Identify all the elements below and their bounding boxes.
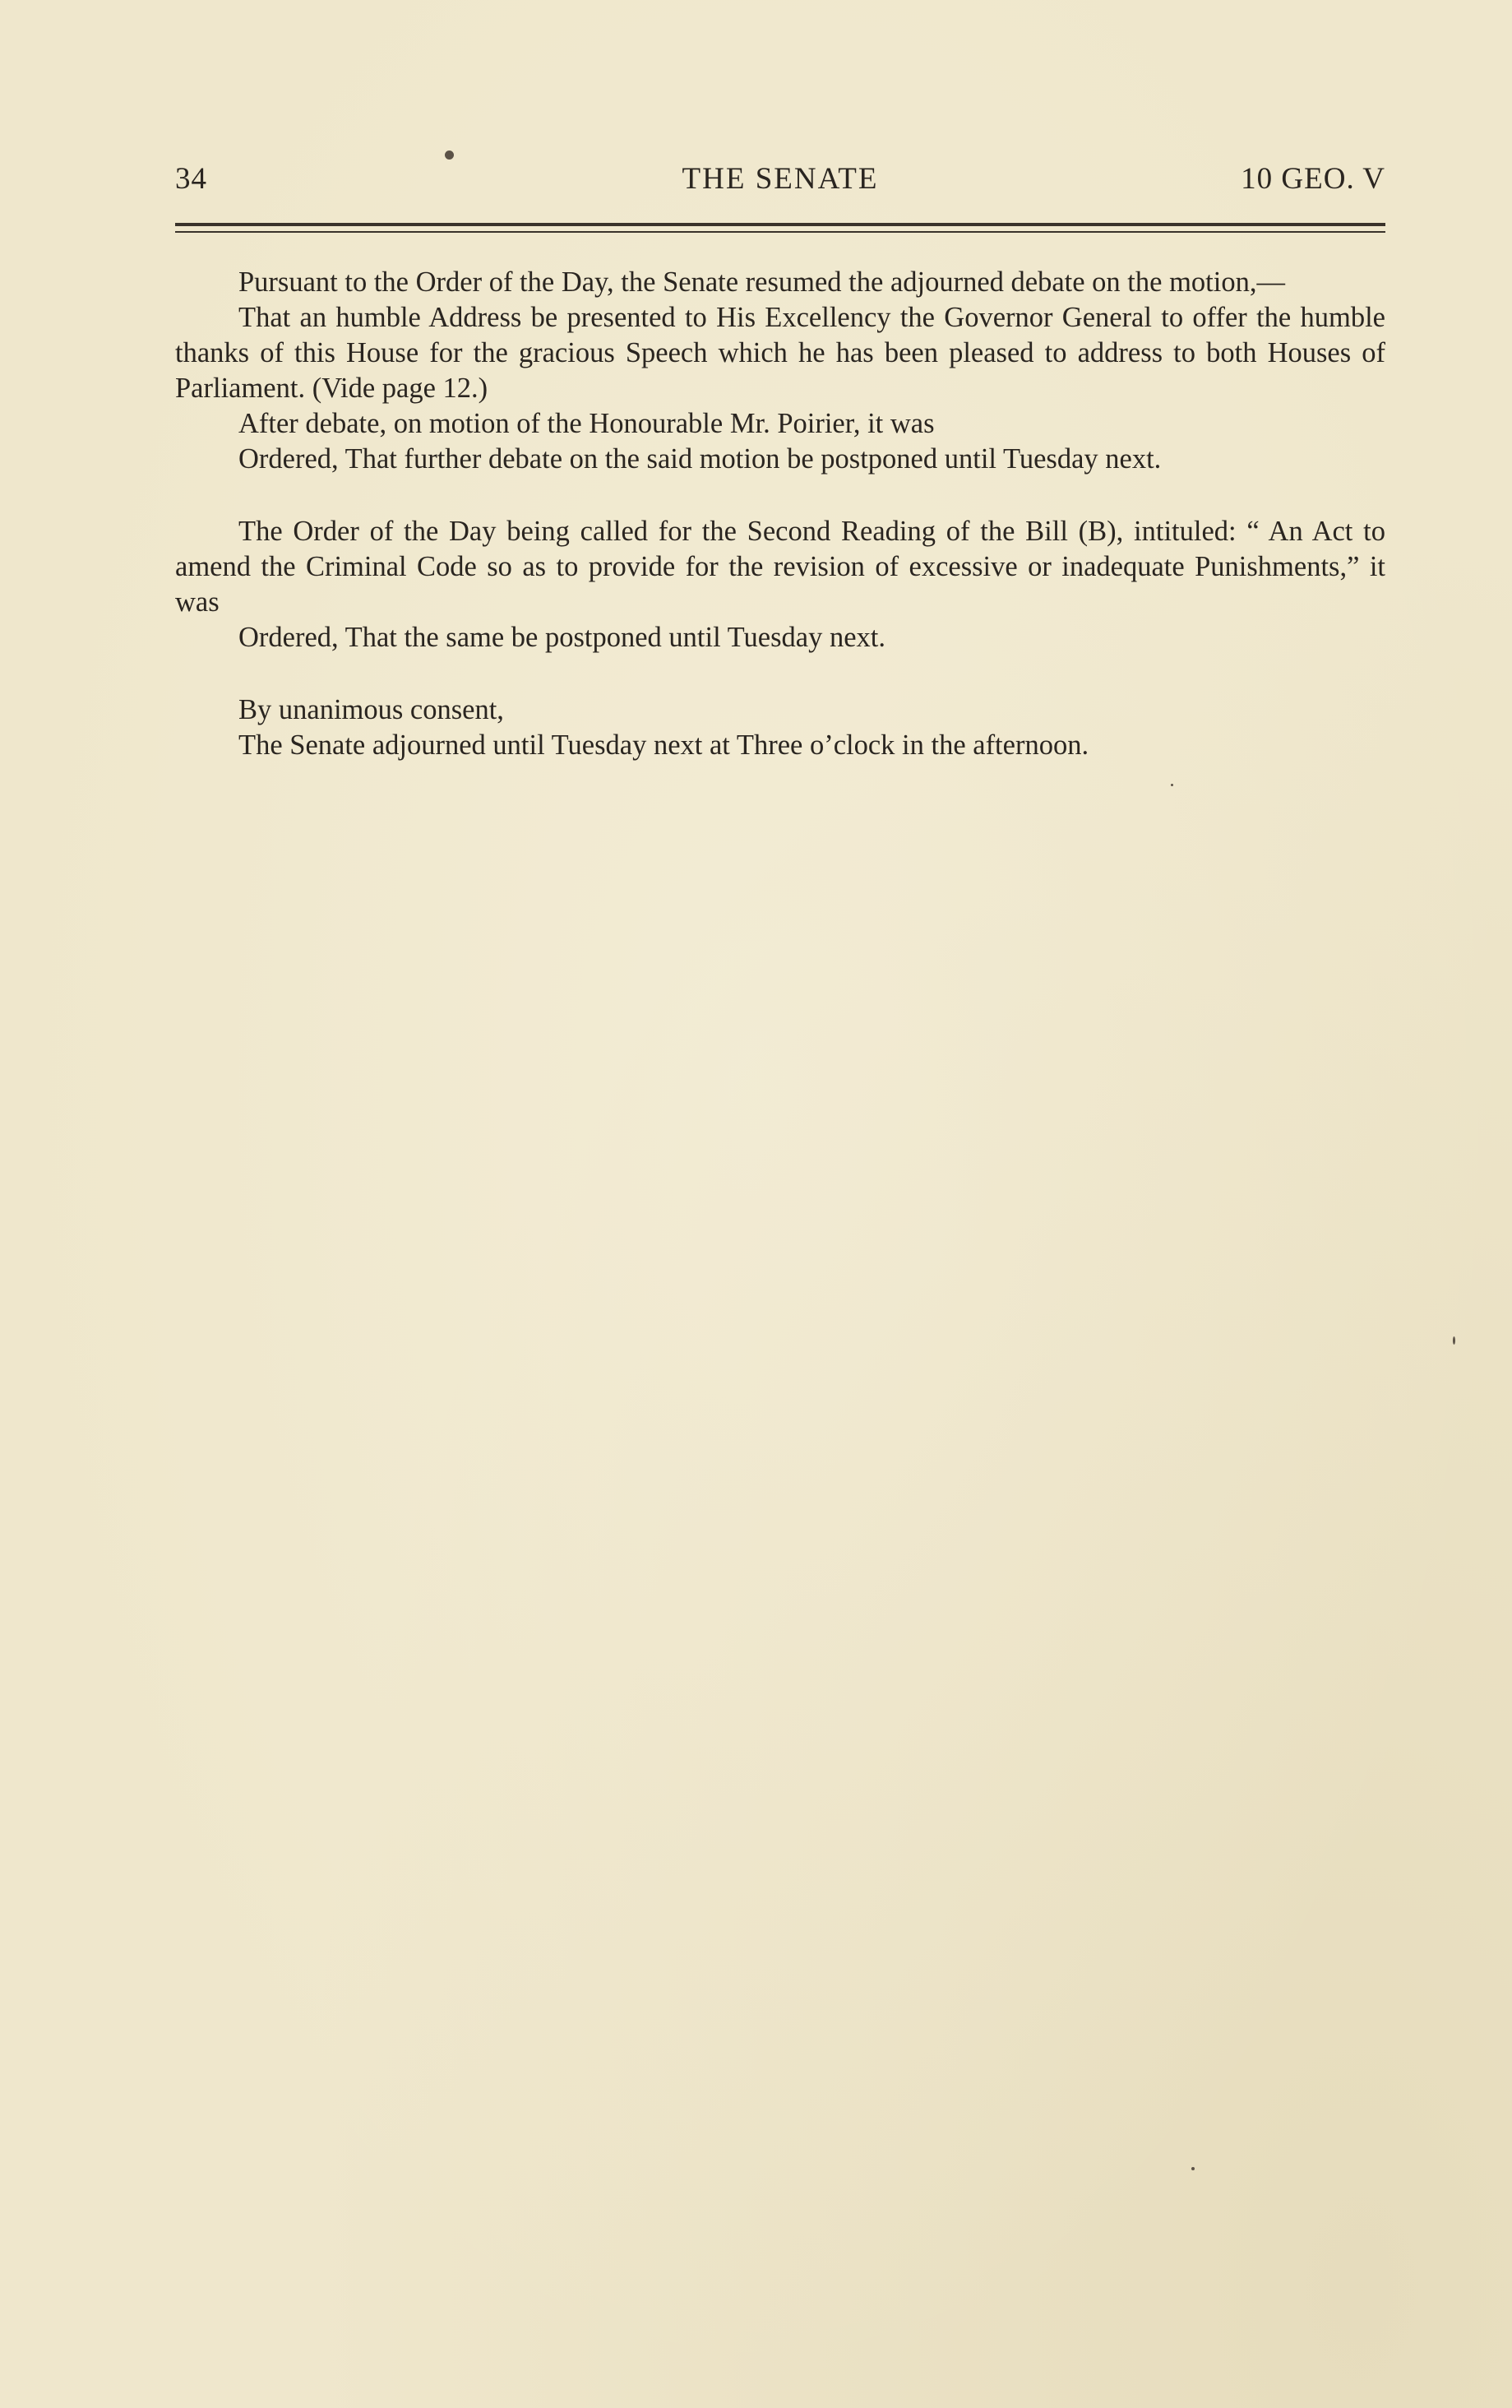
paragraph-unanimous-consent: By unanimous consent, [238,694,504,725]
paragraph-bill-postponed: Ordered, That the same be postponed until Tuesday next. [238,622,885,653]
header-rule-thick [175,223,1385,226]
paragraph-adjourned: The Senate adjourned until Tuesday next at Three o’clock in the afternoon. [238,729,1089,761]
paragraph-address-motion: That an humble Address be presented to His Excellency the Governor General to offer the humble thanks of this House for the gracious Speech which he has been pleased to address to both Houses of Parliament. (Vide page 12.) [175,302,1385,404]
paper-speck [1453,1336,1455,1345]
page-header [175,161,1385,202]
paragraph-second-reading: The Order of the Day being called for the Second Reading of the Bill (B), intituled: “ An Act to amend the Criminal Code so as to provide for the revision of excessive or inadequate Punishments,” it was [175,516,1385,618]
page-number: 34 [175,162,207,196]
paper-speck [1171,784,1173,786]
section-gap [175,477,1385,514]
paragraph-resumed-debate: Pursuant to the Order of the Day, the Senate resumed the adjourned debate on the motion,— [238,266,1285,298]
running-title: THE SENATE [682,162,879,196]
regnal-year: 10 GEO. V [1241,162,1385,196]
paragraph-after-debate: After debate, on motion of the Honourable Mr. Poirier, it was [238,408,935,439]
paper-speck [445,150,454,160]
paper-speck [1191,2167,1195,2170]
paragraph-ordered-postponed: Ordered, That further debate on the said motion be postponed until Tuesday next. [238,443,1162,475]
section-gap [175,655,1385,692]
document-body [175,265,1385,763]
header-rule-thin [175,231,1385,233]
